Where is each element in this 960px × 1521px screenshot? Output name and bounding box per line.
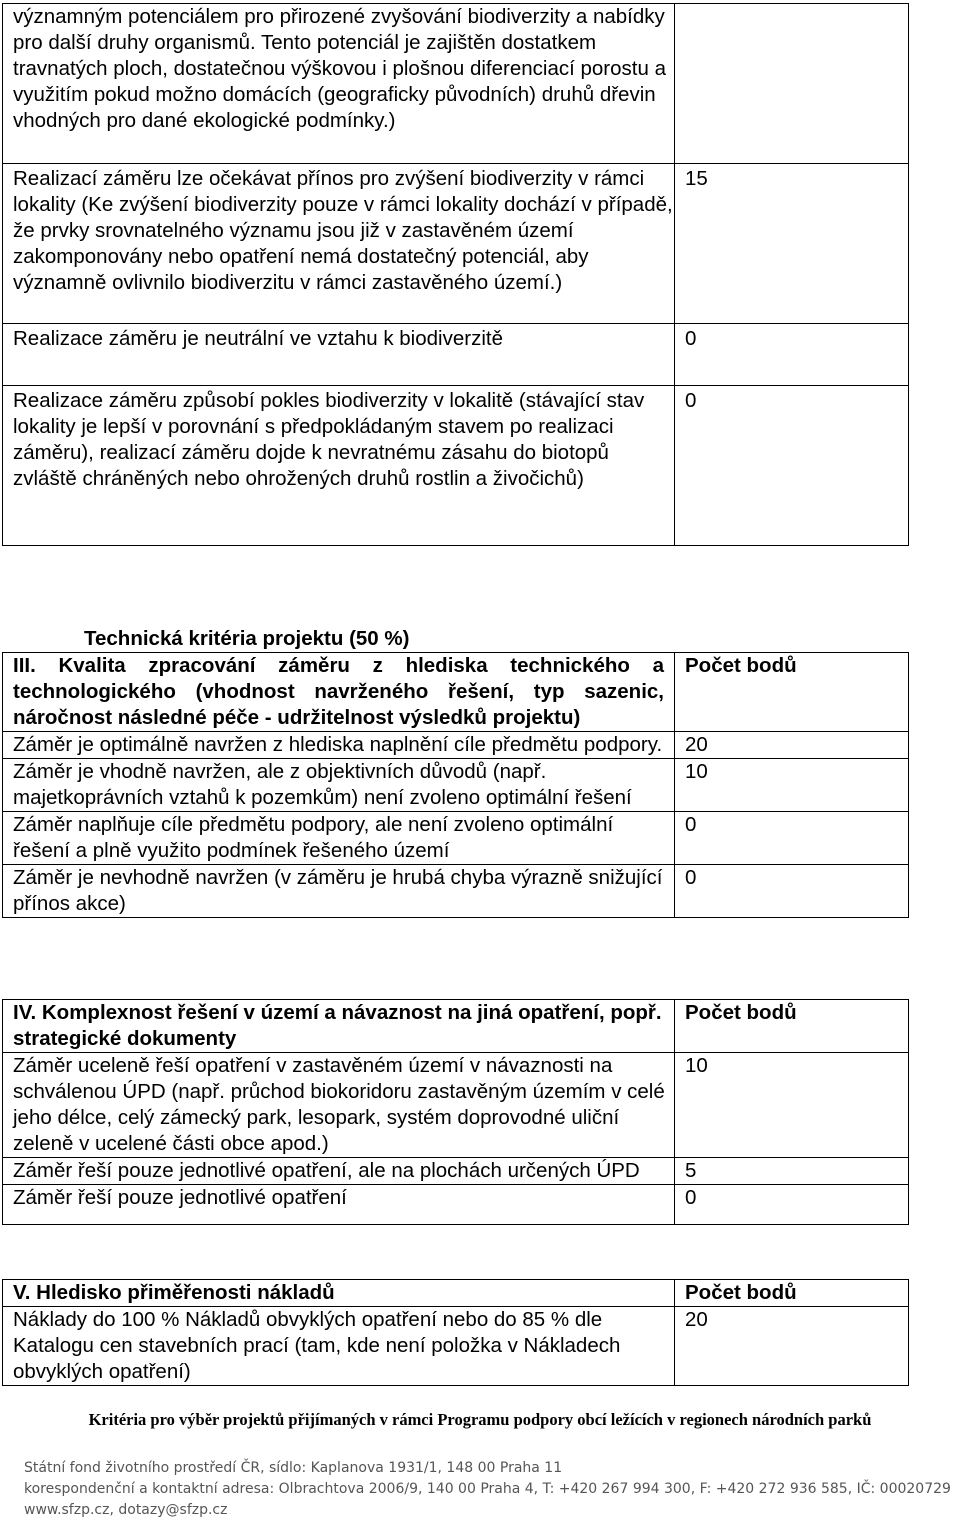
criterion-text: Záměr naplňuje cíle předmětu podpory, ale není zvoleno optimální řešení a plně využito podmínek řešeného území	[3, 812, 675, 865]
table-row	[3, 1185, 909, 1225]
complexity-table	[2, 999, 909, 1225]
table-row	[3, 812, 909, 865]
criterion-text: Realizací záměru lze očekávat přínos pro zvýšení biodiverzity v rámci lokality (Ke zvýšení biodiverzity pouze v rámci lokality dochází v případě, že prvky srovnatelného významu jsou již v zastavěném území zakomponovány nebo opatření nemá dostatečný potenciál, aby významně ovlivnilo biodiverzitu v rámci zastavěného území.)	[3, 164, 675, 324]
table-header: V. Hledisko přiměřenosti nákladů	[3, 1280, 675, 1307]
points-header: Počet bodů	[675, 1280, 909, 1307]
table-row	[3, 1307, 909, 1386]
criterion-text: Záměr řeší pouze jednotlivé opatření, ale na plochách určených ÚPD	[3, 1158, 675, 1185]
criterion-text: Záměr uceleně řeší opatření v zastavěném území v návaznosti na schválenou ÚPD (např. průchod biokoridoru zastavěným územím v celé jeho délce, celý zámecký park, lesopark, systém doprovodné uliční zeleně v ucelené části obce apod.)	[3, 1053, 675, 1158]
points-header: Počet bodů	[675, 1000, 909, 1053]
criterion-score	[675, 4, 909, 164]
table-header-row	[3, 653, 909, 732]
biodiversity-criteria-table	[2, 3, 909, 546]
table-header-row	[3, 1280, 909, 1307]
criterion-score: 20	[675, 732, 909, 759]
table-row	[3, 732, 909, 759]
footer-web: www.sfzp.cz, dotazy@sfzp.cz	[24, 1502, 228, 1518]
criterion-score: 0	[675, 386, 909, 546]
criterion-score: 10	[675, 1053, 909, 1158]
table-row	[3, 4, 909, 164]
footer-address: Státní fond životního prostředí ČR, sídlo: Kaplanova 1931/1, 148 00 Praha 11	[24, 1460, 563, 1476]
criterion-text: Náklady do 100 % Nákladů obvyklých opatření nebo do 85 % dle Katalogu cen stavebních prací (tam, kde není položka v Nákladech obvyklých opatření)	[3, 1307, 675, 1386]
table-row	[3, 759, 909, 812]
section-heading: Technická kritéria projektu (50 %)	[84, 627, 410, 650]
table-header-row	[3, 1000, 909, 1053]
footer-contact: korespondenční a kontaktní adresa: Olbrachtova 2006/9, 140 00 Praha 4, T: +420 267 994 300, F: +420 272 936 585, IČ: 00020729	[24, 1481, 951, 1497]
table-row	[3, 164, 909, 324]
table-row	[3, 1053, 909, 1158]
criterion-text: Realizace záměru způsobí pokles biodiverzity v lokalitě (stávající stav lokality je lepší v porovnání s předpokládaným stavem po realizaci záměru), realizací záměru dojde k nevratnému zásahu do biotopů zvláště chráněných nebo ohrožených druhů rostlin a živočichů)	[3, 386, 675, 546]
table-header: III. Kvalita zpracování záměru z hlediska technického a technologického (vhodnost navrženého řešení, typ sazenic, náročnost následné péče - udržitelnost výsledků projektu)	[3, 653, 675, 732]
criterion-score: 20	[675, 1307, 909, 1386]
criterion-text: Záměr řeší pouze jednotlivé opatření	[3, 1185, 675, 1225]
criterion-score: 5	[675, 1158, 909, 1185]
criterion-score: 10	[675, 759, 909, 812]
criterion-score: 0	[675, 865, 909, 918]
criterion-text: Záměr je vhodně navržen, ale z objektivních důvodů (např. majetkoprávních vztahů k pozemkům) není zvoleno optimální řešení	[3, 759, 675, 812]
cost-adequacy-table	[2, 1279, 909, 1386]
criterion-text: Záměr je optimálně navržen z hlediska naplnění cíle předmětu podpory.	[3, 732, 675, 759]
criterion-text: významným potenciálem pro přirozené zvyšování biodiverzity a nabídky pro další druhy organismů. Tento potenciál je zajištěn dostatkem travnatých ploch, dostatečnou výškovou i plošnou diferenciací porostu a využitím pokud možno domácích (geograficky původních) druhů dřevin vhodných pro dané ekologické podmínky.)	[3, 4, 675, 164]
points-header: Počet bodů	[675, 653, 909, 732]
table-row	[3, 1158, 909, 1185]
criterion-score: 15	[675, 164, 909, 324]
table-header: IV. Komplexnost řešení v území a návaznost na jiná opatření, popř. strategické dokumenty	[3, 1000, 675, 1053]
table-row	[3, 386, 909, 546]
criterion-text: Záměr je nevhodně navržen (v záměru je hrubá chyba výrazně snižující přínos akce)	[3, 865, 675, 918]
table-row	[3, 324, 909, 386]
technical-quality-table	[2, 652, 909, 918]
criterion-score: 0	[675, 1185, 909, 1225]
criterion-score: 0	[675, 324, 909, 386]
criterion-text: Realizace záměru je neutrální ve vztahu k biodiverzitě	[3, 324, 675, 386]
criterion-score: 0	[675, 812, 909, 865]
document-footer-title: Kritéria pro výběr projektů přijímaných v rámci Programu podpory obcí ležících v regionech národních parků	[88, 1410, 872, 1429]
table-row	[3, 865, 909, 918]
